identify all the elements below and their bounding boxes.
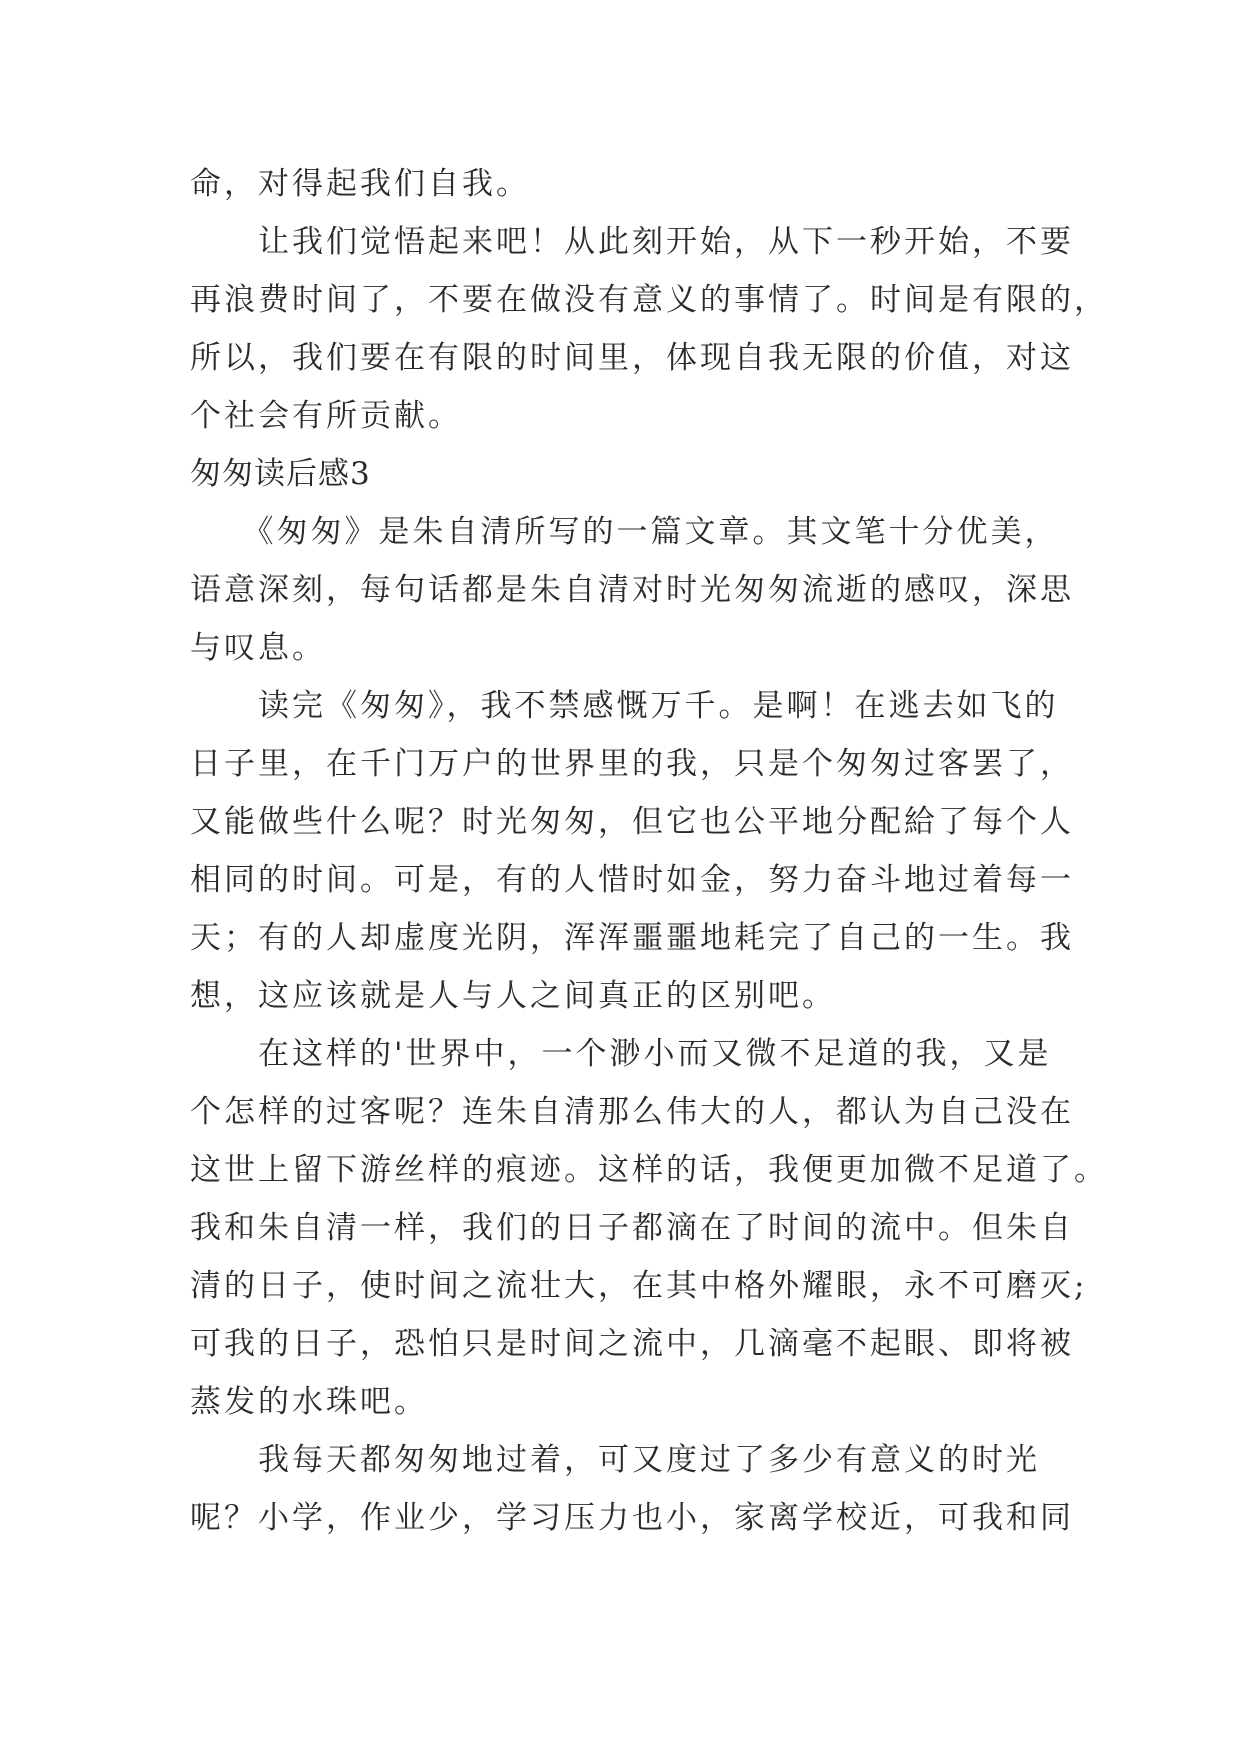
text-line: 清的日子，使时间之流壮大，在其中格外耀眼，永不可磨灭; — [190, 1268, 1088, 1304]
text-line: 《匆匆》是朱自清所写的一篇文章。其文笔十分优美， — [190, 514, 1059, 550]
text-line: 又能做些什么呢？时光匆匆，但它也公平地分配給了每个人 — [190, 804, 1074, 840]
text-line: 可我的日子，恐怕只是时间之流中，几滴毫不起眼、即将被 — [190, 1326, 1074, 1362]
text-line: 再浪费时间了，不要在做没有意义的事情了。时间是有限的， — [190, 282, 1108, 318]
text-line: 读完《匆匆》，我不禁感慨万千。是啊！在逃去如飞的 — [190, 688, 1059, 724]
text-line: 相同的时间。可是，有的人惜时如金，努力奋斗地过着每一 — [190, 862, 1074, 898]
text-line: 这世上留下游丝样的痕迹。这样的话，我便更加微不足道了。 — [190, 1152, 1108, 1188]
text-line: 天；有的人却虚度光阴，浑浑噩噩地耗完了自己的一生。我 — [190, 920, 1074, 956]
text-line: 语意深刻，每句话都是朱自清对时光匆匆流逝的感叹，深思 — [190, 572, 1074, 608]
text-line: 个社会有所贡献。 — [190, 398, 462, 434]
text-line: 日子里，在千门万户的世界里的我，只是个匆匆过客罢了， — [190, 746, 1074, 782]
text-line: 我和朱自清一样，我们的日子都滴在了时间的流中。但朱自 — [190, 1210, 1074, 1246]
text-line: 与叹息。 — [190, 630, 326, 666]
section-heading: 匆匆读后感3 — [190, 456, 371, 492]
text-line: 呢？小学，作业少，学习压力也小，家离学校近，可我和同 — [190, 1500, 1074, 1536]
text-line: 我每天都匆匆地过着，可又度过了多少有意义的时光 — [190, 1442, 1040, 1478]
text-line: 蒸发的水珠吧。 — [190, 1384, 428, 1420]
text-line: 在这样的'世界中，一个渺小而又微不足道的我，又是 — [190, 1036, 1052, 1072]
text-line: 个怎样的过客呢？连朱自清那么伟大的人，都认为自己没在 — [190, 1094, 1074, 1130]
text-line: 所以，我们要在有限的时间里，体现自我无限的价值，对这 — [190, 340, 1074, 376]
text-line: 命，对得起我们自我。 — [190, 166, 530, 202]
document-body — [190, 155, 1108, 1547]
text-line: 让我们觉悟起来吧！从此刻开始，从下一秒开始，不要 — [190, 224, 1074, 260]
text-line: 想，这应该就是人与人之间真正的区别吧。 — [190, 978, 836, 1014]
